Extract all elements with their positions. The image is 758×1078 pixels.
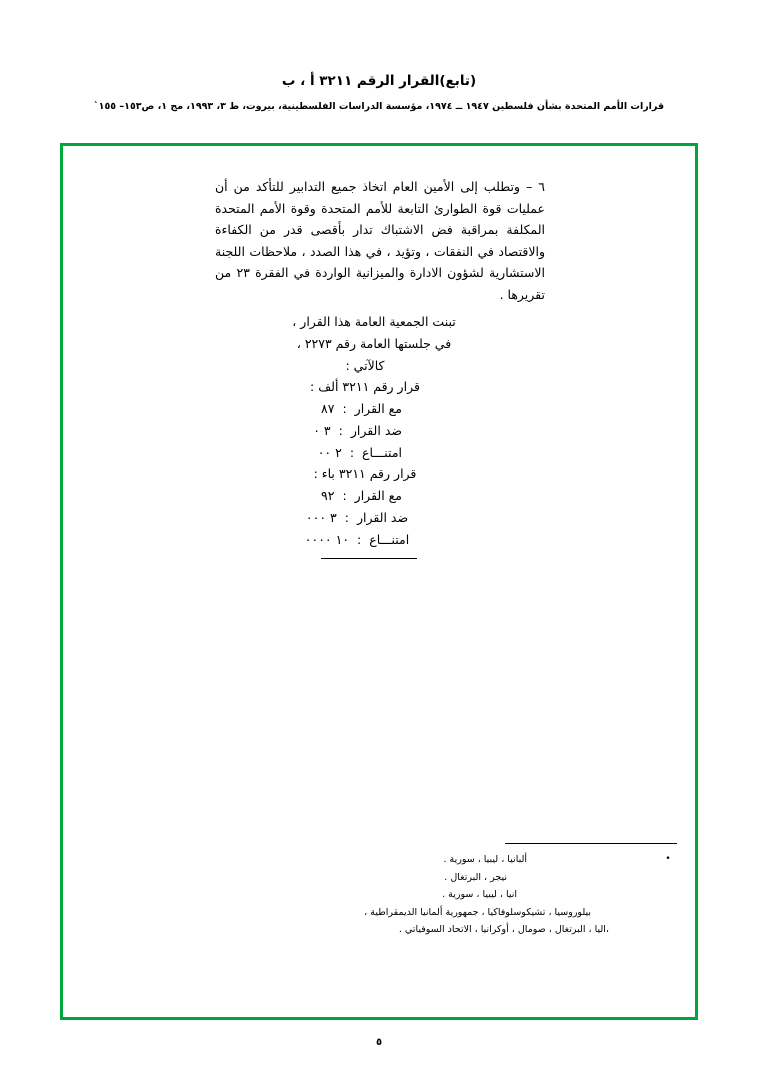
footnote-marker	[659, 921, 677, 939]
header-title: (تابع)القرار الرقم ٣٢١١ أ ، ب	[281, 73, 477, 89]
adoption-line: كالآتي :	[345, 357, 385, 373]
adoption-line: في جلستها العامة رقم ٢٢٧٣ ،	[296, 335, 452, 351]
footnote-item	[297, 886, 677, 904]
vote-value: ٩٢	[321, 488, 335, 503]
footnote-item	[297, 904, 677, 922]
vote-row	[215, 507, 545, 529]
vote-value: ٣ ٠٠٠	[305, 509, 337, 525]
adoption-lines	[215, 311, 545, 559]
footnote-item	[297, 921, 677, 939]
footnote-item	[297, 869, 677, 887]
footnote-item	[297, 851, 677, 869]
page-number: ٥	[375, 1037, 383, 1048]
vote-separator: :	[349, 444, 355, 460]
header-source-citation: قرارات الأمم المتحدة بشأن فلسطين ١٩٤٧ ــ ١٩٧٤، مؤسسة الدراسات الفلسطينية، بيروت، ط ٣، ١٩٩٣، مج ١، ص١٥٣– ١٥٥`	[93, 100, 665, 112]
vote-value: ١٠ ٠٠٠٠	[304, 531, 350, 547]
vote-separator: :	[344, 509, 349, 525]
footnote-marker: •	[665, 854, 671, 865]
vote-label: مع القرار	[354, 488, 402, 503]
vote-separator: :	[342, 488, 347, 503]
footnotes-block	[297, 843, 677, 939]
document-body	[215, 176, 545, 559]
vote-label: امتنـــاع	[369, 531, 410, 547]
footnote-marker	[659, 886, 677, 904]
resolution-b-heading: قرار رقم ٣٢١١ باء :	[313, 466, 417, 482]
vote-separator: :	[338, 422, 343, 438]
vote-row	[215, 442, 545, 464]
vote-row	[215, 420, 545, 442]
resolution-a-heading: قرار رقم ٣٢١١ ألف :	[310, 379, 420, 395]
vote-label: امتنـــاع	[362, 444, 402, 460]
vote-label: مع القرار	[354, 401, 402, 416]
vote-value: ٢ ٠٠	[317, 444, 342, 460]
vote-separator: :	[357, 531, 362, 547]
vote-value: ٨٧	[321, 401, 335, 416]
vote-label: ضد القرار	[356, 509, 409, 525]
footnote-text: نيجر ، البرتغال .	[444, 871, 507, 883]
vote-row	[215, 485, 545, 507]
horizontal-rule	[321, 558, 417, 559]
footnote-marker	[659, 904, 677, 922]
footnote-divider	[505, 843, 677, 844]
footnote-marker	[659, 869, 677, 887]
vote-separator: :	[342, 401, 347, 416]
vote-row	[215, 398, 545, 420]
vote-row	[215, 529, 545, 551]
footnote-text: بيلوروسيا ، تشيكوسلوفاكيا ، جمهورية ألمانيا الديمقراطية ،	[364, 906, 591, 918]
footnote-text: ألبانيا ، ليبيا ، سورية .	[443, 854, 527, 866]
green-border-frame	[60, 143, 698, 1020]
vote-value: ٣ ٠	[313, 422, 331, 438]
footnote-text: انيا ، ليبيا ، سورية .	[442, 889, 517, 901]
page-header	[0, 72, 758, 113]
adoption-line: تبنت الجمعية العامة هذا القرار ،	[292, 314, 456, 329]
resolution-paragraph-6: ٦ – وتطلب إلى الأمين العام اتخاذ جميع التدابير للتأكد من أن عمليات قوة الطوارئ التابعة للأمم المتحدة وقوة الأمم المتحدة المكلفة بمراقبة فض الاشتباك تدار بأقصى قدر من الكفاءة والاقتصاد في النفقات ، وتؤيد ، في هذا الصدد ، ملاحظات اللجنة الاستشارية لشؤون الادارة والميزانية الواردة في الفقرة ٢٣ من تقريرها .	[215, 179, 546, 302]
vote-label: ضد القرار	[350, 422, 402, 438]
footnote-text: ،اليا ، البرتغال ، صومال ، أوكرانيا ، الاتحاد السوفياتي .	[398, 924, 609, 936]
